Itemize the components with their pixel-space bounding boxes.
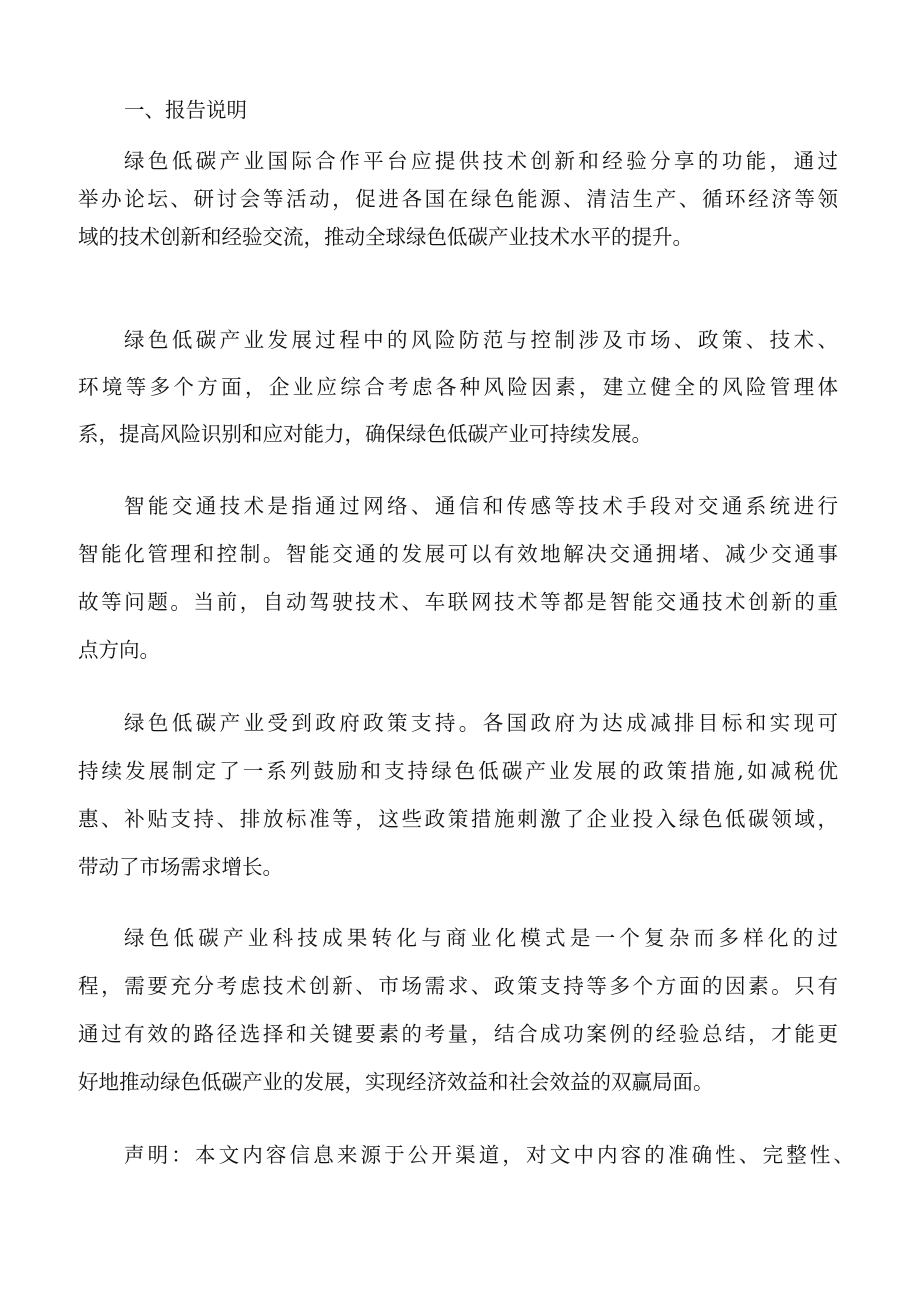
paragraph-line: 故等问题。当前，自动驾驶技术、车联网技术等都是智能交通技术创新的重 bbox=[78, 590, 838, 614]
paragraph-line: 点方向。 bbox=[78, 638, 160, 662]
paragraph-line: 持续发展制定了一系列鼓励和支持绿色低碳产业发展的政策措施,如减税优 bbox=[78, 759, 838, 783]
paragraph-line: 智能交通技术是指通过网络、通信和传感等技术手段对交通系统进行 bbox=[124, 494, 838, 518]
paragraph-line: 程，需要充分考虑技术创新、市场需求、政策支持等多个方面的因素。只有 bbox=[78, 974, 838, 998]
paragraph-line: 带动了市场需求增长。 bbox=[78, 855, 283, 879]
paragraph-line: 声明：本文内容信息来源于公开渠道，对文中内容的准确性、完整性、 bbox=[124, 1143, 854, 1167]
paragraph-line: 绿色低碳产业科技成果转化与商业化模式是一个复杂而多样化的过 bbox=[124, 926, 838, 950]
paragraph-line: 系，提高风险识别和应对能力，确保绿色低碳产业可持续发展。 bbox=[78, 422, 652, 446]
paragraph-line: 绿色低碳产业发展过程中的风险防范与控制涉及市场、政策、技术、 bbox=[124, 328, 838, 352]
paragraph-line: 惠、补贴支持、排放标准等，这些政策措施刺激了企业投入绿色低碳领域， bbox=[78, 807, 838, 831]
paragraph-line: 环境等多个方面，企业应综合考虑各种风险因素，建立健全的风险管理体 bbox=[78, 375, 838, 399]
paragraph-line: 通过有效的路径选择和关键要素的考量，结合成功案例的经验总结，才能更 bbox=[78, 1022, 838, 1046]
paragraph-line: 好地推动绿色低碳产业的发展，实现经济效益和社会效益的双赢局面。 bbox=[78, 1070, 714, 1094]
paragraph-line: 举办论坛、研讨会等活动，促进各国在绿色能源、清洁生产、循环经济等领 bbox=[78, 187, 838, 211]
heading-text: 一、报告说明 bbox=[124, 98, 247, 122]
paragraph-line: 域的技术创新和经验交流，推动全球绿色低碳产业技术水平的提升。 bbox=[78, 225, 693, 249]
paragraph-line: 绿色低碳产业国际合作平台应提供技术创新和经验分享的功能，通过 bbox=[124, 149, 838, 173]
paragraph-line: 智能化管理和控制。智能交通的发展可以有效地解决交通拥堵、减少交通事 bbox=[78, 542, 838, 566]
paragraph-line: 绿色低碳产业受到政府政策支持。各国政府为达成减排目标和实现可 bbox=[124, 711, 838, 735]
